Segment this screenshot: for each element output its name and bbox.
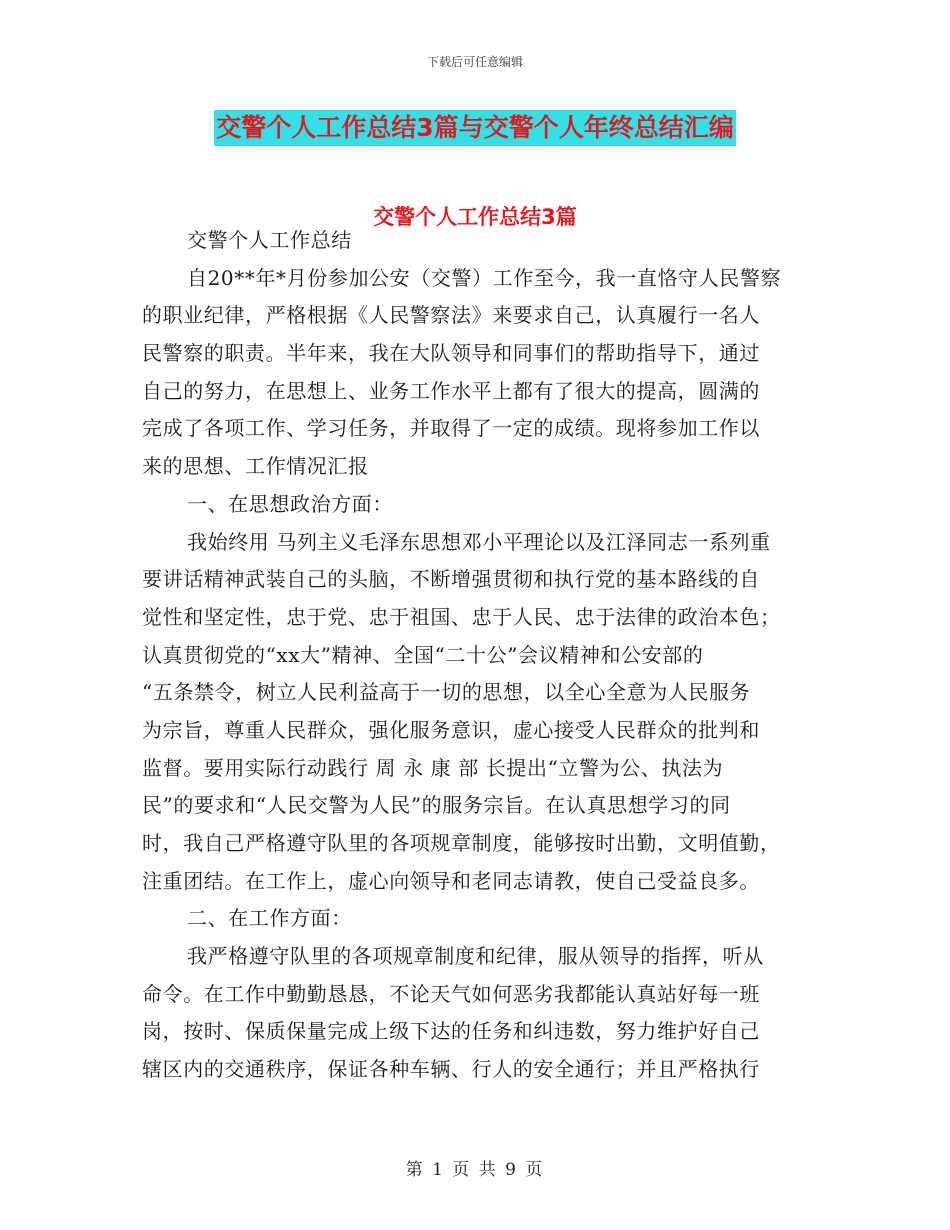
paragraph-line: 我严格遵守队里的各项规章制度和纪律，服从领导的指挥，听从: [187, 944, 764, 969]
main-title-container: [0, 110, 950, 146]
paragraph-line: 民警察的职责。半年来，我在大队领导和同事们的帮助指导下，通过: [142, 341, 760, 366]
page-header: 下载后可任意编辑: [426, 55, 523, 69]
paragraph-line: 时，我自己严格遵守队里的各项规章制度，能够按时出勤，文明值勤，: [142, 831, 781, 855]
paragraph-line: 完成了各项工作、学习任务，并取得了一定的成绩。现将参加工作以: [142, 416, 760, 441]
paragraph-line: 我始终用 马列主义毛泽东思想邓小平理论以及江泽同志一系列重: [187, 529, 771, 554]
paragraph-line: 要讲话精神武装自己的头脑，不断增强贯彻和执行党的基本路线的自: [142, 567, 760, 592]
paragraph-line: 命令。在工作中勤勤恳恳，不论天气如何恶劣我都能认真站好每一班: [142, 981, 760, 1006]
body-heading: 交警个人工作总结: [187, 228, 352, 252]
paragraph-line: 自己的努力，在思想上、业务工作水平上都有了很大的提高，圆满的: [142, 378, 760, 403]
paragraph-line: 为宗旨，尊重人民群众，强化服务意识，虚心接受人民群众的批判和: [142, 717, 760, 742]
paragraph-line: 注重团结。在工作上，虚心向领导和老同志请教，使自己受益良多。: [142, 868, 760, 893]
paragraph-line: 来的思想、工作情况汇报: [142, 454, 369, 479]
document-title: 交警个人工作总结3篇与交警个人年终总结汇编: [214, 110, 735, 146]
paragraph-line: 觉性和坚定性，忠于党、忠于祖国、忠于人民、忠于法律的政治本色；: [142, 604, 781, 629]
section-heading: 二、在工作方面：: [187, 906, 352, 931]
paragraph-line: 监督。要用实际行动践行 周 永 康 部 长提出“立警为公、执法为: [142, 755, 724, 780]
page-footer: 第 1 页 共 9 页: [405, 1160, 545, 1180]
paragraph-line: 自20**年*月份参加公安（交警）工作至今，我一直恪守人民警察: [187, 265, 782, 290]
section-title: 交警个人工作总结3篇: [373, 205, 577, 229]
paragraph-line: 岗，按时、保质保量完成上级下达的任务和纠违数，努力维护好自己: [142, 1019, 760, 1044]
paragraph-line: 的职业纪律，严格根据《人民警察法》来要求自己，认真履行一名人: [142, 303, 760, 328]
paragraph-line: 辖区内的交通秩序，保证各种车辆、行人的安全通行；并且严格执行: [142, 1057, 760, 1082]
document-body: [142, 222, 812, 1089]
paragraph-line: 认真贯彻党的“xx大”精神、全国“二十公”会议精神和公安部的: [142, 642, 704, 667]
section-heading: 一、在思想政治方面：: [187, 491, 393, 516]
paragraph-line: “五条禁令，树立人民利益高于一切的思想，以全心全意为人民服务: [142, 680, 751, 705]
paragraph-line: 民”的要求和“人民交警为人民”的服务宗旨。在认真思想学习的同: [142, 793, 731, 818]
